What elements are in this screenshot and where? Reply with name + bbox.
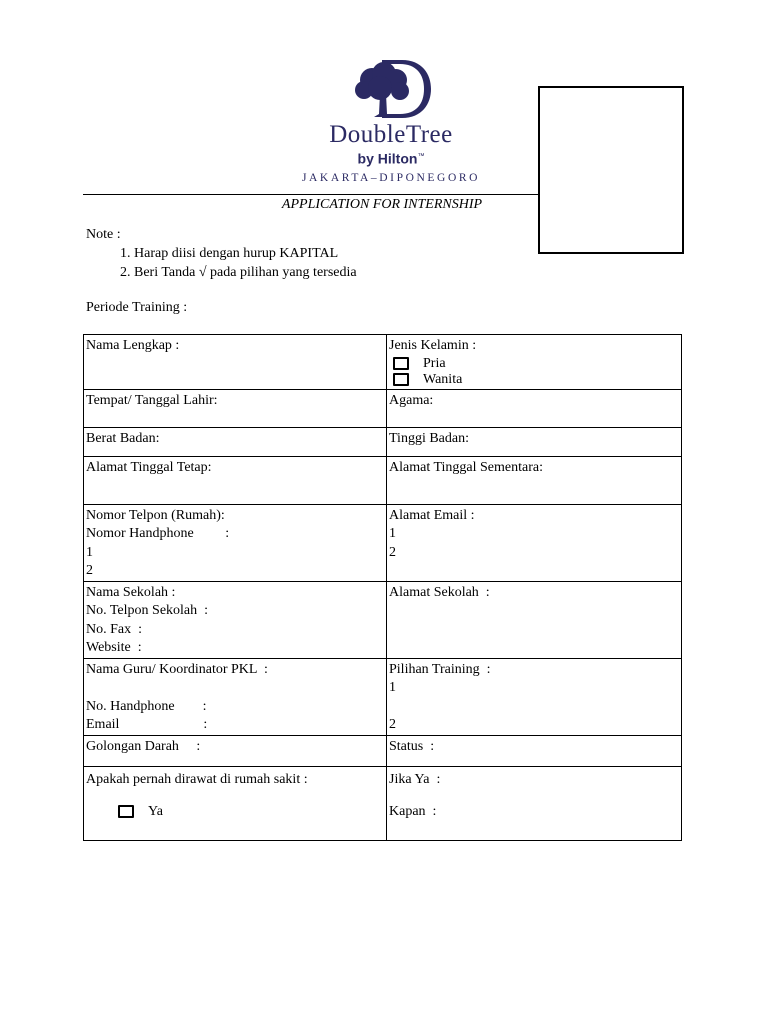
field-label: Email : (86, 717, 208, 732)
field-label: No. Telpon Sekolah : (86, 603, 209, 618)
note-item: 2. Beri Tanda √ pada pilihan yang tersedia (134, 263, 357, 282)
field-label: Jika Ya : (389, 771, 441, 787)
note-item: 1. Harap diisi dengan hurup KAPITAL (134, 244, 357, 263)
field-label: Golongan Darah : (86, 738, 201, 754)
tinggi-badan-field[interactable] (387, 427, 682, 456)
option-label: Pria (423, 355, 446, 371)
sekolah-field[interactable] (84, 581, 387, 658)
header-divider (83, 194, 538, 195)
alamat-sekolah-field[interactable] (387, 581, 682, 658)
option-label: Ya (148, 804, 163, 819)
field-label: Alamat Tinggal Sementara: (389, 459, 543, 475)
alamat-email-field[interactable] (387, 504, 682, 581)
line-number: 2 (389, 717, 396, 732)
line-number: 1 (389, 526, 396, 541)
field-label: Nama Guru/ Koordinator PKL : (86, 661, 268, 677)
line-number: 2 (389, 544, 396, 560)
form-row (84, 766, 682, 840)
form-row (84, 504, 682, 581)
guru-koordinator-field[interactable] (84, 658, 387, 735)
alamat-tinggal-sementara-field[interactable] (387, 456, 682, 504)
alamat-tinggal-tetap-field[interactable] (84, 456, 387, 504)
nama-lengkap-field[interactable] (84, 335, 387, 390)
periode-training-label: Periode Training : (86, 300, 188, 315)
brand-subtitle: by Hilton™ (357, 150, 425, 167)
checkbox-icon[interactable] (118, 805, 134, 818)
form-row (84, 735, 682, 766)
field-label: Nomor Telpon (Rumah): (86, 507, 225, 523)
brand-name: DoubleTree (329, 121, 453, 148)
field-label: Nama Lengkap : (86, 338, 180, 353)
note-list (86, 244, 357, 282)
jenis-kelamin-field (387, 335, 682, 390)
line-number: 2 (86, 563, 93, 578)
tree-logo-icon (350, 58, 432, 120)
field-label: No. Fax : (86, 621, 142, 637)
blank-line (86, 679, 384, 698)
field-label: Alamat Email : (389, 507, 475, 523)
line-number: 1 (86, 544, 93, 560)
field-label: Tempat/ Tanggal Lahir: (86, 392, 218, 408)
hotel-location: JAKARTA–DIPONEGORO (301, 171, 481, 184)
field-label: Alamat Tinggal Tetap: (86, 459, 212, 475)
field-label: No. Handphone : (86, 698, 207, 714)
line-number: 1 (389, 680, 396, 695)
field-label: Berat Badan: (86, 430, 160, 446)
form-row (84, 581, 682, 658)
blank-line (86, 789, 384, 803)
note-label: Note : (86, 227, 121, 242)
field-label: Alamat Sekolah : (389, 584, 490, 600)
checkbox-icon[interactable] (393, 373, 409, 386)
status-field[interactable] (387, 735, 682, 766)
form-title: APPLICATION FOR INTERNSHIP (281, 197, 483, 212)
option-ya[interactable] (86, 803, 384, 822)
field-label: Agama: (389, 392, 434, 408)
blank-line (389, 789, 679, 803)
form-row (84, 658, 682, 735)
field-label: Nama Sekolah : (86, 584, 176, 600)
photo-box (538, 86, 684, 254)
checkbox-icon[interactable] (393, 357, 409, 370)
golongan-darah-field[interactable] (84, 735, 387, 766)
form-row (84, 427, 682, 456)
nomor-telpon-field[interactable] (84, 504, 387, 581)
doubletree-logo (300, 58, 482, 188)
field-label: Pilihan Training : (389, 661, 491, 677)
option-wanita[interactable] (389, 372, 679, 389)
field-label: Tinggi Badan: (389, 430, 469, 446)
form-row (84, 456, 682, 504)
field-label: Nomor Handphone : (86, 526, 230, 541)
berat-badan-field[interactable] (84, 427, 387, 456)
pilihan-training-field[interactable] (387, 658, 682, 735)
option-pria[interactable] (389, 356, 679, 373)
form-row (84, 335, 682, 390)
field-label: Status : (389, 738, 435, 754)
dirawat-field (84, 766, 387, 840)
field-label: Jenis Kelamin : (389, 338, 477, 353)
form-row (84, 389, 682, 427)
field-label: Website : (86, 640, 142, 655)
jika-ya-field[interactable] (387, 766, 682, 840)
note-section (86, 225, 357, 282)
blank-line (389, 698, 679, 717)
agama-field[interactable] (387, 389, 682, 427)
application-form-table (83, 334, 682, 841)
tempat-tanggal-lahir-field[interactable] (84, 389, 387, 427)
option-label: Wanita (423, 372, 463, 387)
field-label: Apakah pernah dirawat di rumah sakit : (86, 771, 308, 787)
field-label: Kapan : (389, 804, 437, 819)
